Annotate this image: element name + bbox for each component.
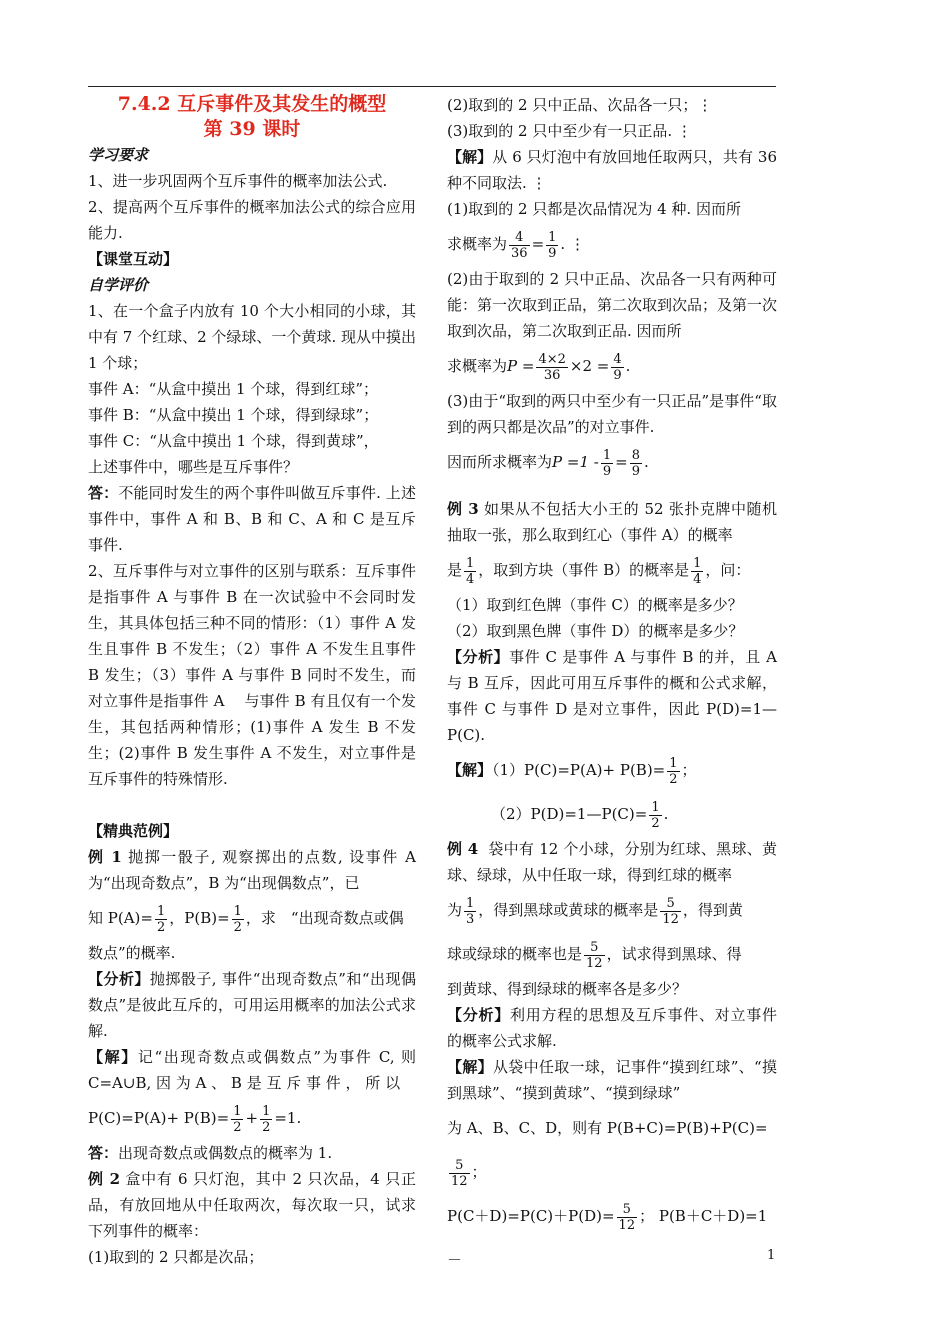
answer-1 <box>88 480 416 558</box>
text-part: ，问： <box>705 561 751 579</box>
example-1-analysis <box>88 966 416 1044</box>
examples-heading: 【精典范例】 <box>88 822 179 840</box>
example-1-label: 例 1 <box>88 848 122 866</box>
example-3-q2: （2）取到黑色牌（事件 D）的概率是多少？ <box>447 622 744 640</box>
example-3-label: 例 3 <box>447 500 479 518</box>
event-c: 事件 C：“从盒中摸出 1 个球，得到黄球”， <box>88 432 379 450</box>
fraction-quarter: $\frac{1}{4}$ <box>693 555 702 587</box>
question-1: 1、在一个盒子内放有 10 个大小相同的小球，其中有 7 个红球、2 个绿球、一个黄球. 现从中摸出 1 个球； <box>88 302 416 372</box>
formula-part: P(C)=P(A)+ P(B)= <box>88 1109 230 1127</box>
example-1-line-c: 数点”的概率. <box>88 944 176 962</box>
example-2-q2: (2)取到的 2 只中正品、次品各一只；⋮ <box>447 96 713 114</box>
requirements-heading: 学习要求 <box>88 146 149 164</box>
formula-part: 因而所求概率为 <box>447 453 553 471</box>
example-4-text: 袋中有 12 个小球，分别为红球、黑球、黄球、绿球，从中任取一球，得到红球的概率 <box>447 840 778 884</box>
formula-part: ； P(B＋C＋D)=1－ <box>447 1207 768 1269</box>
formula-part: 求概率为 <box>447 357 508 375</box>
fraction-5-12: $\frac{5}{12}$ <box>451 1157 468 1189</box>
fraction-half: $\frac{1}{2}$ <box>233 1103 242 1135</box>
example-2-s2-a: (2)由于取到的 2 只中正品、次品各一只有两种可能：第一次取到正品，第二次取到次品；及第一次取到次品，第二次取到正品. 因而所 <box>447 270 778 340</box>
right-column <box>447 92 777 1282</box>
solution-label: 【解】 <box>447 148 493 166</box>
example-4-label: 例 4 <box>447 840 479 858</box>
text-part: 是 <box>447 561 463 579</box>
fraction-quarter: $\frac{1}{4}$ <box>466 555 475 587</box>
example-1-text-b3: ，求 “出现奇数点或偶 <box>245 909 404 927</box>
event-b: 事件 B：“从盒中摸出 1 个球，得到绿球”； <box>88 406 379 424</box>
example-2-text: 盒中有 6 只灯泡，其中 2 只次品，4 只正品，有放回地从中任取两次，每次取一只，试求下列事件的概率： <box>88 1170 416 1240</box>
example-2 <box>88 1166 416 1244</box>
fraction-5-12: $\frac{5}{12}$ <box>662 895 679 927</box>
text-part: ，取到方块（事件 B）的概率是 <box>478 561 690 579</box>
example-1-text-b1: 知 P(A)= <box>88 909 153 927</box>
formula-part: =1. <box>274 1109 302 1127</box>
fraction-1-9: $\frac{1}{9}$ <box>602 447 612 479</box>
fraction-half: $\frac{1}{2}$ <box>233 903 242 935</box>
classroom-heading: 【课堂互动】 <box>88 250 179 268</box>
fraction-1-9: $\frac{1}{9}$ <box>548 229 557 261</box>
formula-part: ； <box>681 761 697 779</box>
formula-part: P(C＋D)=P(C)＋P(D)= <box>447 1207 615 1225</box>
solution-label: 【解】 <box>88 1048 138 1066</box>
title-line-2: 第 39 课时 <box>203 118 301 140</box>
example-1-text-b2: ，P(B)= <box>169 909 230 927</box>
fraction-8-9: $\frac{8}{9}$ <box>631 447 640 479</box>
example-3-line-b <box>447 548 777 592</box>
example-2-solution <box>447 144 777 196</box>
example-2-s1-a: (1)取到的 2 只都是次品情况为 4 种. 因而所 <box>447 200 741 218</box>
formula-part: ； <box>471 1163 487 1181</box>
fraction-half: $\frac{1}{2}$ <box>262 1103 271 1135</box>
example-1-line-b <box>88 896 416 940</box>
example-3-solution-1 <box>447 748 777 792</box>
formula-part: . <box>663 805 669 823</box>
example-3-text: 如果从不包括大小王的 52 张扑克牌中随机抽取一张，那么取到红心（事件 A）的概率 <box>447 500 777 544</box>
example-1-answer-text: 出现奇数点或偶数点的概率为 1. <box>118 1144 333 1162</box>
title-line-1: 7.4.2 互斥事件及其发生的概型 <box>117 93 387 115</box>
fraction-5-12: $\frac{5}{12}$ <box>586 939 603 971</box>
example-2-s3-formula <box>447 440 777 484</box>
example-1-solution-text: 记“出现奇数点或偶数点”为事件 C, 则 C=A∪B, 因 为 A 、 B 是 互 斥 事 件 ， 所 以 <box>88 1048 416 1092</box>
text-part: 为 <box>447 901 463 919</box>
formula-part: . <box>625 357 631 375</box>
fraction-half: $\frac{1}{2}$ <box>156 903 166 935</box>
question-2: 2、互斥事件与对立事件的区别与联系：互斥事件是指事件 A 与事件 B 在一次试验中不会同时发生，其具体包括三种不同的情形：（1）事件 A 发生且事件 B 不发生；（2）事件 A 不发生且事件 B 发生；（3）事件 A 与事件 B 同时不发生，而对立事件是指事件 A 与事件 B 有且仅有一个发生，其包括两种情形；(1)事件 A 发生 B 不发生；(2)事件 B 发生事件 A 不发生，对立事件是互斥事件的特殊情形. <box>88 562 416 788</box>
formula-part: 求概率为 <box>447 235 508 253</box>
example-3-q1: （1）取到红色牌（事件 C）的概率是多少？ <box>447 596 743 614</box>
formula-part: 为 A、B、C、D，则有 P(B+C)=P(B)+P(C)= <box>447 1119 768 1137</box>
example-4-solution-b <box>447 1106 777 1194</box>
analysis-label: 【分析】 <box>447 648 510 666</box>
left-column <box>88 92 416 1270</box>
page-number: 1 <box>767 1248 776 1263</box>
formula-part: = <box>531 235 545 253</box>
solution-label: 【解】 <box>447 761 493 779</box>
formula-part: P =1 - <box>552 453 599 471</box>
example-1-solution-formula <box>88 1096 416 1140</box>
formula-part: . ⋮ <box>560 235 585 253</box>
example-4-solution-text: 从袋中任取一球，记事件“摸到红球”、“摸到黑球”、“摸到黄球”、“摸到绿球” <box>447 1058 777 1102</box>
fraction-4-9: $\frac{4}{9}$ <box>613 351 622 383</box>
formula-part: . <box>643 453 649 471</box>
formula-part: P = <box>507 357 535 375</box>
example-2-q1: (1)取到的 2 只都是次品； <box>88 1248 264 1266</box>
example-3-solution-2 <box>447 792 777 836</box>
example-4-line-c <box>447 932 777 976</box>
fraction-4x2-36: $\frac{4\times 2}{36}$ <box>538 351 566 383</box>
example-2-s1-formula <box>447 222 777 266</box>
example-4-line-d: 到黄球、得到绿球的概率各是多少？ <box>447 980 688 998</box>
example-4-solution-c <box>447 1194 777 1282</box>
answer-label: 答： <box>88 484 119 502</box>
example-2-q3: (3)取到的 2 只中至少有一只正品. ⋮ <box>447 122 692 140</box>
fraction-half: $\frac{1}{2}$ <box>651 799 660 831</box>
answer-1-text: 不能同时发生的两个事件叫做互斥事件. 上述事件中，事件 A 和 B、B 和 C、A 和 C 是互斥事件. <box>88 484 416 554</box>
example-2-solution-text: 从 6 只灯泡中有放回地任取两只，共有 36 种不同取法. ⋮ <box>447 148 777 192</box>
header-rule <box>88 86 776 87</box>
formula-part: ×2 = <box>569 357 610 375</box>
example-4-analysis <box>447 1002 777 1054</box>
formula-part: = <box>615 453 628 471</box>
example-3 <box>447 496 777 548</box>
text-part: 球或绿球的概率也是 <box>447 945 583 963</box>
example-3-analysis <box>447 644 777 748</box>
page-title <box>88 92 416 142</box>
example-1-solution <box>88 1044 416 1096</box>
fraction-4-36: $\frac{4}{36}$ <box>511 229 528 261</box>
example-2-s2-formula <box>447 344 777 388</box>
fraction-third: $\frac{1}{3}$ <box>466 895 475 927</box>
answer-label: 答： <box>88 1144 119 1162</box>
requirement-1: 1、进一步巩固两个互斥事件的概率加法公式. <box>88 172 388 190</box>
example-1-analysis-text: 抛掷骰子, 事件“出现奇数点”和“出现偶数点”是彼此互斥的，可用运用概率的加法公式求解. <box>88 970 416 1040</box>
formula-part: + <box>245 1109 259 1127</box>
formula-part: （1）P(C)=P(A)+ P(B)= <box>492 761 666 779</box>
example-4-solution <box>447 1054 777 1106</box>
example-1-text: 抛掷一骰子, 观察掷出的点数, 设事件 A 为“出现奇数点”，B 为“出现偶数点”，已 <box>88 848 416 892</box>
example-4-line-b <box>447 888 777 932</box>
example-4 <box>447 836 777 888</box>
self-eval-heading: 自学评价 <box>88 276 149 294</box>
text-part: ，得到黑球或黄球的概率是 <box>478 901 659 919</box>
example-1 <box>88 844 416 896</box>
question-1-ask: 上述事件中，哪些是互斥事件？ <box>88 458 299 476</box>
formula-part: （2）P(D)=1—P(C)= <box>491 805 648 823</box>
event-a: 事件 A：“从盒中摸出 1 个球，得到红球”； <box>88 380 379 398</box>
example-4-analysis-text: 利用方程的思想及互斥事件、对立事件的概率公式求解. <box>447 1006 777 1050</box>
fraction-half: $\frac{1}{2}$ <box>669 755 678 787</box>
fraction-5-12: $\frac{5}{12}$ <box>618 1201 636 1233</box>
example-2-label: 例 2 <box>88 1170 121 1188</box>
example-2-s3-a: (3)由于“取到的两只中至少有一只正品”是事件“取到的两只都是次品”的对立事件. <box>447 392 777 436</box>
example-1-answer <box>88 1140 416 1166</box>
text-part: ，得到黄 <box>682 901 743 919</box>
requirement-2: 2、提高两个互斥事件的概率加法公式的综合应用能力. <box>88 198 416 242</box>
example-3-analysis-text: 事件 C 是事件 A 与事件 B 的并，且 A 与 B 互斥，因此可用互斥事件的概和公式求解，事件 C 与事件 D 是对立事件，因此 P(D)=1—P(C). <box>447 648 777 744</box>
analysis-label: 【分析】 <box>447 1006 510 1024</box>
analysis-label: 【分析】 <box>88 970 150 988</box>
text-part: ，试求得到黑球、得 <box>606 945 742 963</box>
solution-label: 【解】 <box>447 1058 493 1076</box>
